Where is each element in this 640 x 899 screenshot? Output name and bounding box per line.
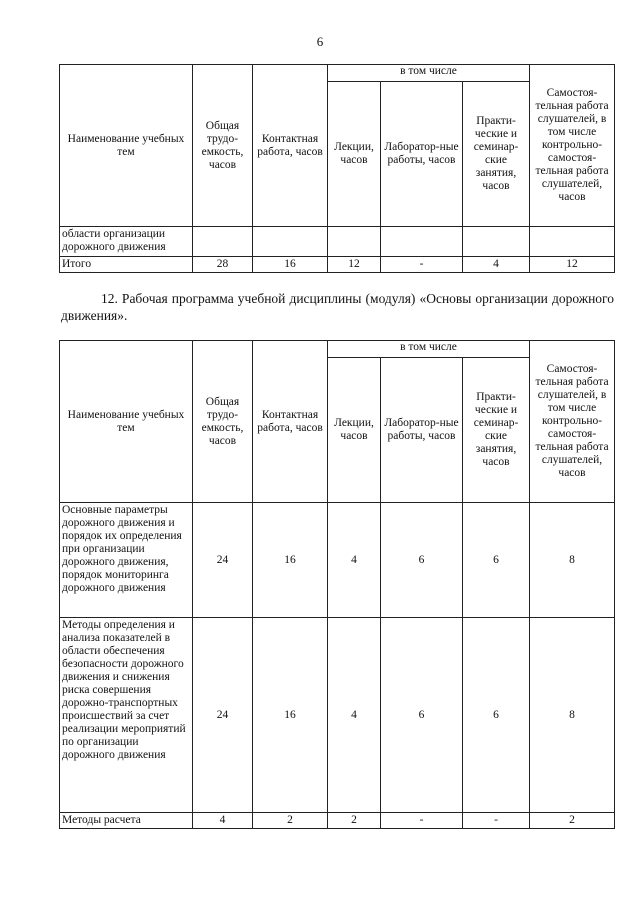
table-row [60, 227, 615, 257]
row-contact: 16 [253, 257, 328, 273]
header-labs: Лаборатор-ные работы, часов [381, 358, 463, 503]
row-name: области организации дорожного движения [60, 227, 193, 257]
curriculum-table [59, 340, 615, 829]
row-practice: - [463, 813, 530, 829]
table-row [60, 813, 615, 829]
row-total [193, 227, 253, 257]
table-row [60, 503, 615, 618]
row-lectures: 12 [328, 257, 381, 273]
header-practice: Практи-ческие и семинар-ские занятия, часов [463, 358, 530, 503]
row-name: Методы расчета [60, 813, 193, 829]
row-contact: 16 [253, 618, 328, 813]
row-name: Основные параметры дорожного движения и порядок их определения при организации дорожного движения, порядок мониторинга дорожного движения [60, 503, 193, 618]
row-labs [381, 227, 463, 257]
header-self: Самостоя-тельная работа слушателей, в том числе контрольно-самостоя-тельная работа слушателей, часов [530, 65, 615, 227]
header-including: в том числе [328, 341, 530, 358]
row-labs: - [381, 257, 463, 273]
row-self: 2 [530, 813, 615, 829]
row-name: Итого [60, 257, 193, 273]
row-self: 8 [530, 618, 615, 813]
row-total: 24 [193, 503, 253, 618]
row-practice: 6 [463, 503, 530, 618]
row-labs: 6 [381, 618, 463, 813]
header-contact: Контактная работа, часов [253, 341, 328, 503]
row-labs: - [381, 813, 463, 829]
header-total: Общая трудо-емкость, часов [193, 65, 253, 227]
row-name: Методы определения и анализа показателей в области обеспечения безопасности дорожного движения и снижения риска совершения дорожно-транспортных происшествий за счет реализации мероприятий по организации дорожного движения [60, 618, 193, 813]
row-lectures: 4 [328, 503, 381, 618]
row-lectures [328, 227, 381, 257]
header-lectures: Лекции, часов [328, 82, 381, 227]
table-row [60, 618, 615, 813]
row-practice: 6 [463, 618, 530, 813]
row-total: 24 [193, 618, 253, 813]
row-labs: 6 [381, 503, 463, 618]
page-number: 6 [316, 34, 324, 49]
header-lectures: Лекции, часов [328, 358, 381, 503]
row-practice: 4 [463, 257, 530, 273]
row-self [530, 227, 615, 257]
header-contact: Контактная работа, часов [253, 65, 328, 227]
curriculum-table-continued [59, 64, 615, 273]
row-lectures: 2 [328, 813, 381, 829]
row-practice [463, 227, 530, 257]
section-paragraph: 12. Рабочая программа учебной дисциплины (модуля) «Основы организации дорожного движения». [61, 291, 614, 323]
row-contact: 16 [253, 503, 328, 618]
row-contact [253, 227, 328, 257]
row-self: 12 [530, 257, 615, 273]
table-row-total [60, 257, 615, 273]
header-including: в том числе [328, 65, 530, 82]
row-contact: 2 [253, 813, 328, 829]
header-name: Наименование учебных тем [60, 65, 193, 227]
header-self: Самостоя-тельная работа слушателей, в том числе контрольно-самостоя-тельная работа слушателей, часов [530, 341, 615, 503]
header-labs: Лаборатор-ные работы, часов [381, 82, 463, 227]
header-practice: Практи-ческие и семинар-ские занятия, часов [463, 82, 530, 227]
row-lectures: 4 [328, 618, 381, 813]
row-total: 28 [193, 257, 253, 273]
row-total: 4 [193, 813, 253, 829]
header-name: Наименование учебных тем [60, 341, 193, 503]
header-total: Общая трудо-емкость, часов [193, 341, 253, 503]
row-self: 8 [530, 503, 615, 618]
